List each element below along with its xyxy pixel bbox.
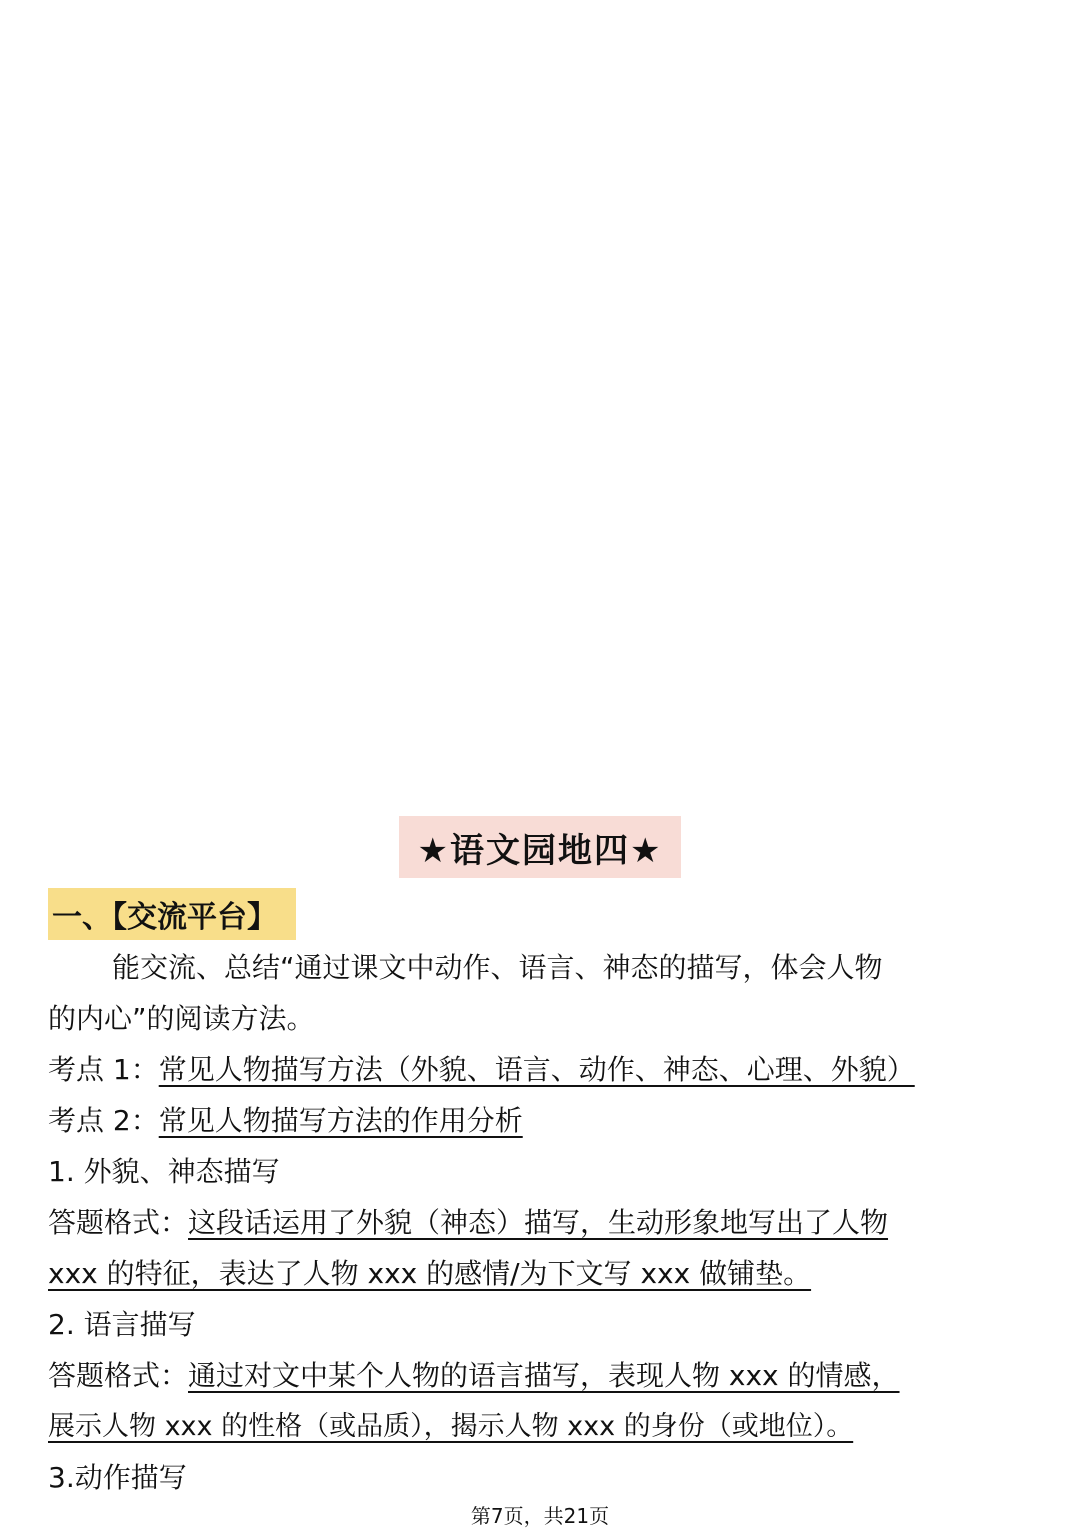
answer-format-language: [48, 1356, 900, 1396]
exam-point-1: [48, 1050, 915, 1090]
paragraph-line: 能交流、总结“通过课文中动作、语言、神态的描写，体会人物: [112, 951, 883, 984]
answer-format-appearance-cont: [48, 1254, 811, 1294]
item-heading-appearance: 1. 外貌、神态描写: [48, 1155, 280, 1188]
exam-point-2-label: 考点 2：: [48, 1104, 159, 1137]
exam-point-1-text: 常见人物描写方法（外貌、语言、动作、神态、心理、外貌）: [158, 1053, 915, 1086]
answer-format-text: 通过对文中某个人物的语言描写，表现人物 xxx 的情感，: [188, 1359, 900, 1392]
page-title: ★语文园地四★: [399, 816, 681, 878]
paragraph-line: 的内心”的阅读方法。: [48, 1002, 315, 1035]
answer-format-appearance: [48, 1203, 888, 1243]
exam-point-1-label: 考点 1：: [48, 1053, 159, 1086]
answer-format-text: 展示人物 xxx 的性格（或品质），揭示人物 xxx 的身份（或地位）。: [48, 1411, 854, 1442]
section-heading-exchange-platform: 一、【交流平台】: [48, 888, 296, 940]
exam-point-2-text: 常见人物描写方法的作用分析: [158, 1104, 523, 1137]
page-number-footer: 第7页，共21页: [470, 1504, 610, 1528]
item-heading-action: 3.动作描写: [48, 1461, 187, 1494]
answer-format-text: 这段话运用了外貌（神态）描写，生动形象地写出了人物: [188, 1206, 889, 1239]
answer-format-label: 答题格式：: [48, 1206, 189, 1239]
answer-format-label: 答题格式：: [48, 1359, 189, 1392]
exam-point-2: [48, 1101, 523, 1141]
answer-format-language-cont: [48, 1407, 853, 1447]
answer-format-text: xxx 的特征，表达了人物 xxx 的感情/为下文写 xxx 做铺垫。: [48, 1257, 812, 1290]
item-heading-language: 2. 语言描写: [48, 1308, 196, 1341]
